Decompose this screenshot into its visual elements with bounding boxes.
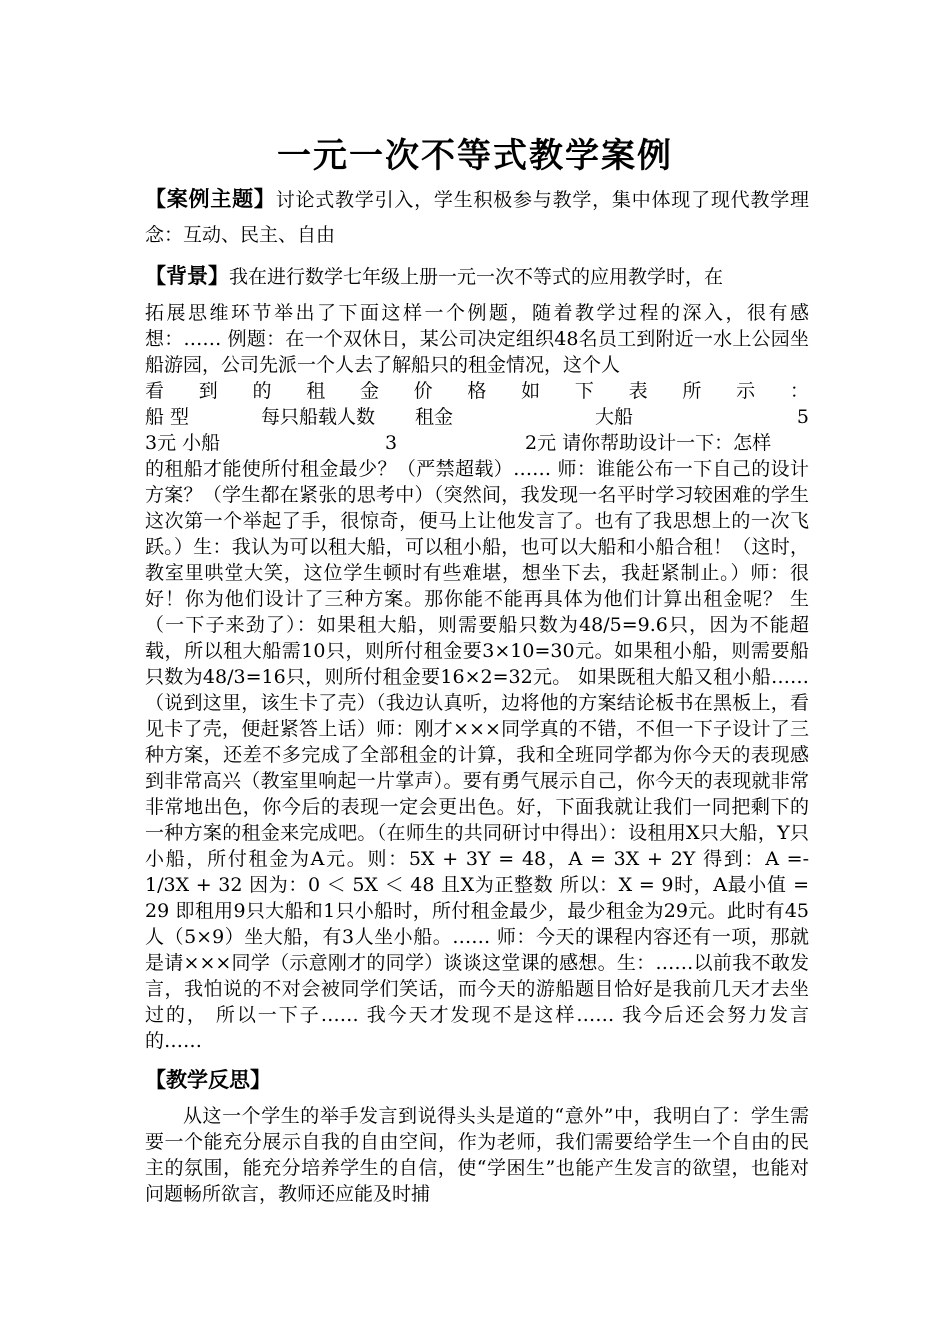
table-cell: 3元 小船	[145, 432, 221, 454]
case-theme-label: 【案例主题】	[145, 187, 276, 211]
reflection-heading	[145, 1064, 809, 1097]
background-paragraph: 拓展思维环节举出了下面这样一个例题，随着教学过程的深入，很有感想：…… 例题：在一个双休日，某公司决定组织48名员工到附近一水上公园坐船游园，公司先派一个人去了解船只的租金情况，这个人	[145, 302, 809, 376]
background-label: 【背景】	[145, 264, 229, 288]
reflection-label: 【教学反思】	[145, 1068, 271, 1092]
table-cell: 租金	[415, 406, 454, 428]
table-cell: 大船	[595, 406, 634, 428]
table-cell: 船 型	[145, 406, 190, 428]
document-title: 一元一次不等式教学案例	[277, 136, 673, 176]
dialogue-paragraph: 的租船才能使所付租金最少？（严禁超载）…… 师：谁能公布一下自己的设计方案？（学生都在紧张的思考中）（突然间，我发现一名平时学习较困难的学生这次第一个举起了手，很惊奇，便马上让他发言了。也有了我思想上的一次飞跃。）生：我认为可以租大船，可以租小船，也可以大船和小船合租！（这时，教室里哄堂大笑，这位学生顿时有些难堪，想坐下去，我赶紧制止。）师：很好！你为他们设计了三种方案。那你能不能再具体为他们计算出租金呢？ 生（一下子来劲了）：如果租大船，则需要船只数为48/5=9.6只，因为不能超载，所以租大船需10只，则所付租金要3×10=30元。如果租小船，则需要船只数为48/3=16只，则所付租金要16×2=32元。 如果既租大船又租小船……（说到这里，该生卡了壳）（我边认真听，边将他的方案结论板书在黑板上，看见卡了壳，便赶紧答上话）师：刚才×××同学真的不错，不但一下子设计了三种方案，还差不多完成了全部租金的计算，我和全班同学都为你今天的表现感到非常高兴（教室里响起一片掌声）。要有勇气展示自己，你今天的表现就非常非常地出色，你今后的表现一定会更出色。好，下面我就让我们一同把剩下的一种方案的租金来完成吧。（在师生的共同研讨中得出）：设租用X只大船，Y只小船，所付租金为A元。则：5X + 3Y = 48，A = 3X + 2Y 得到：A =- 1/3X + 32 因为：0 ＜ 5X ＜ 48 且X为正整数 所以：X = 9时，A最小值 = 29 即租用9只大船和1只小船时，所付租金最少，最少租金为29元。此时有45人（5×9）坐大船，有3人坐小船。…… 师：今天的课程内容还有一项，那就是请×××同学（示意刚才的同学）谈谈这堂课的感想。生：……以前我不敢发言，我怕说的不对会被同学们笑话，而今天的游船题目恰好是我前几天才去坐过的， 所以一下子…… 我今天才发现不是这样…… 我今后还会努力发言的……	[145, 458, 809, 1052]
rental-table-line-1	[145, 404, 809, 430]
background-first-line	[145, 259, 809, 294]
rental-table-line-2	[145, 430, 809, 456]
see-line: 看 到 的 租 金 价 格 如 下 表 所 示 ：	[145, 380, 809, 402]
table-cell: 5	[796, 406, 809, 428]
reflection-paragraph: 从这一个学生的举手发言到说得头头是道的“意外”中，我明白了：学生需要一个能充分展示自我的自由空间，作为老师，我们需要给学生一个自由的民主的氛围，能充分培养学生的自信，使“学困生”也能产生发言的欲望，也能对问题畅所欲言，教师还应能及时捕	[145, 1105, 809, 1205]
document-body	[145, 182, 809, 1207]
table-cell: 2元 请你帮助设计一下：怎样	[525, 432, 772, 454]
table-cell: 每只船载人数	[261, 406, 376, 428]
background-line1-text: 我在进行数学七年级上册一元一次不等式的应用教学时，在	[229, 266, 724, 288]
case-theme-paragraph	[145, 182, 809, 253]
table-cell: 3	[385, 432, 398, 454]
case-theme-text: 讨论式教学引入，学生积极参与教学，集中体现了现代教学理念：互动、民主、自由	[145, 189, 809, 246]
